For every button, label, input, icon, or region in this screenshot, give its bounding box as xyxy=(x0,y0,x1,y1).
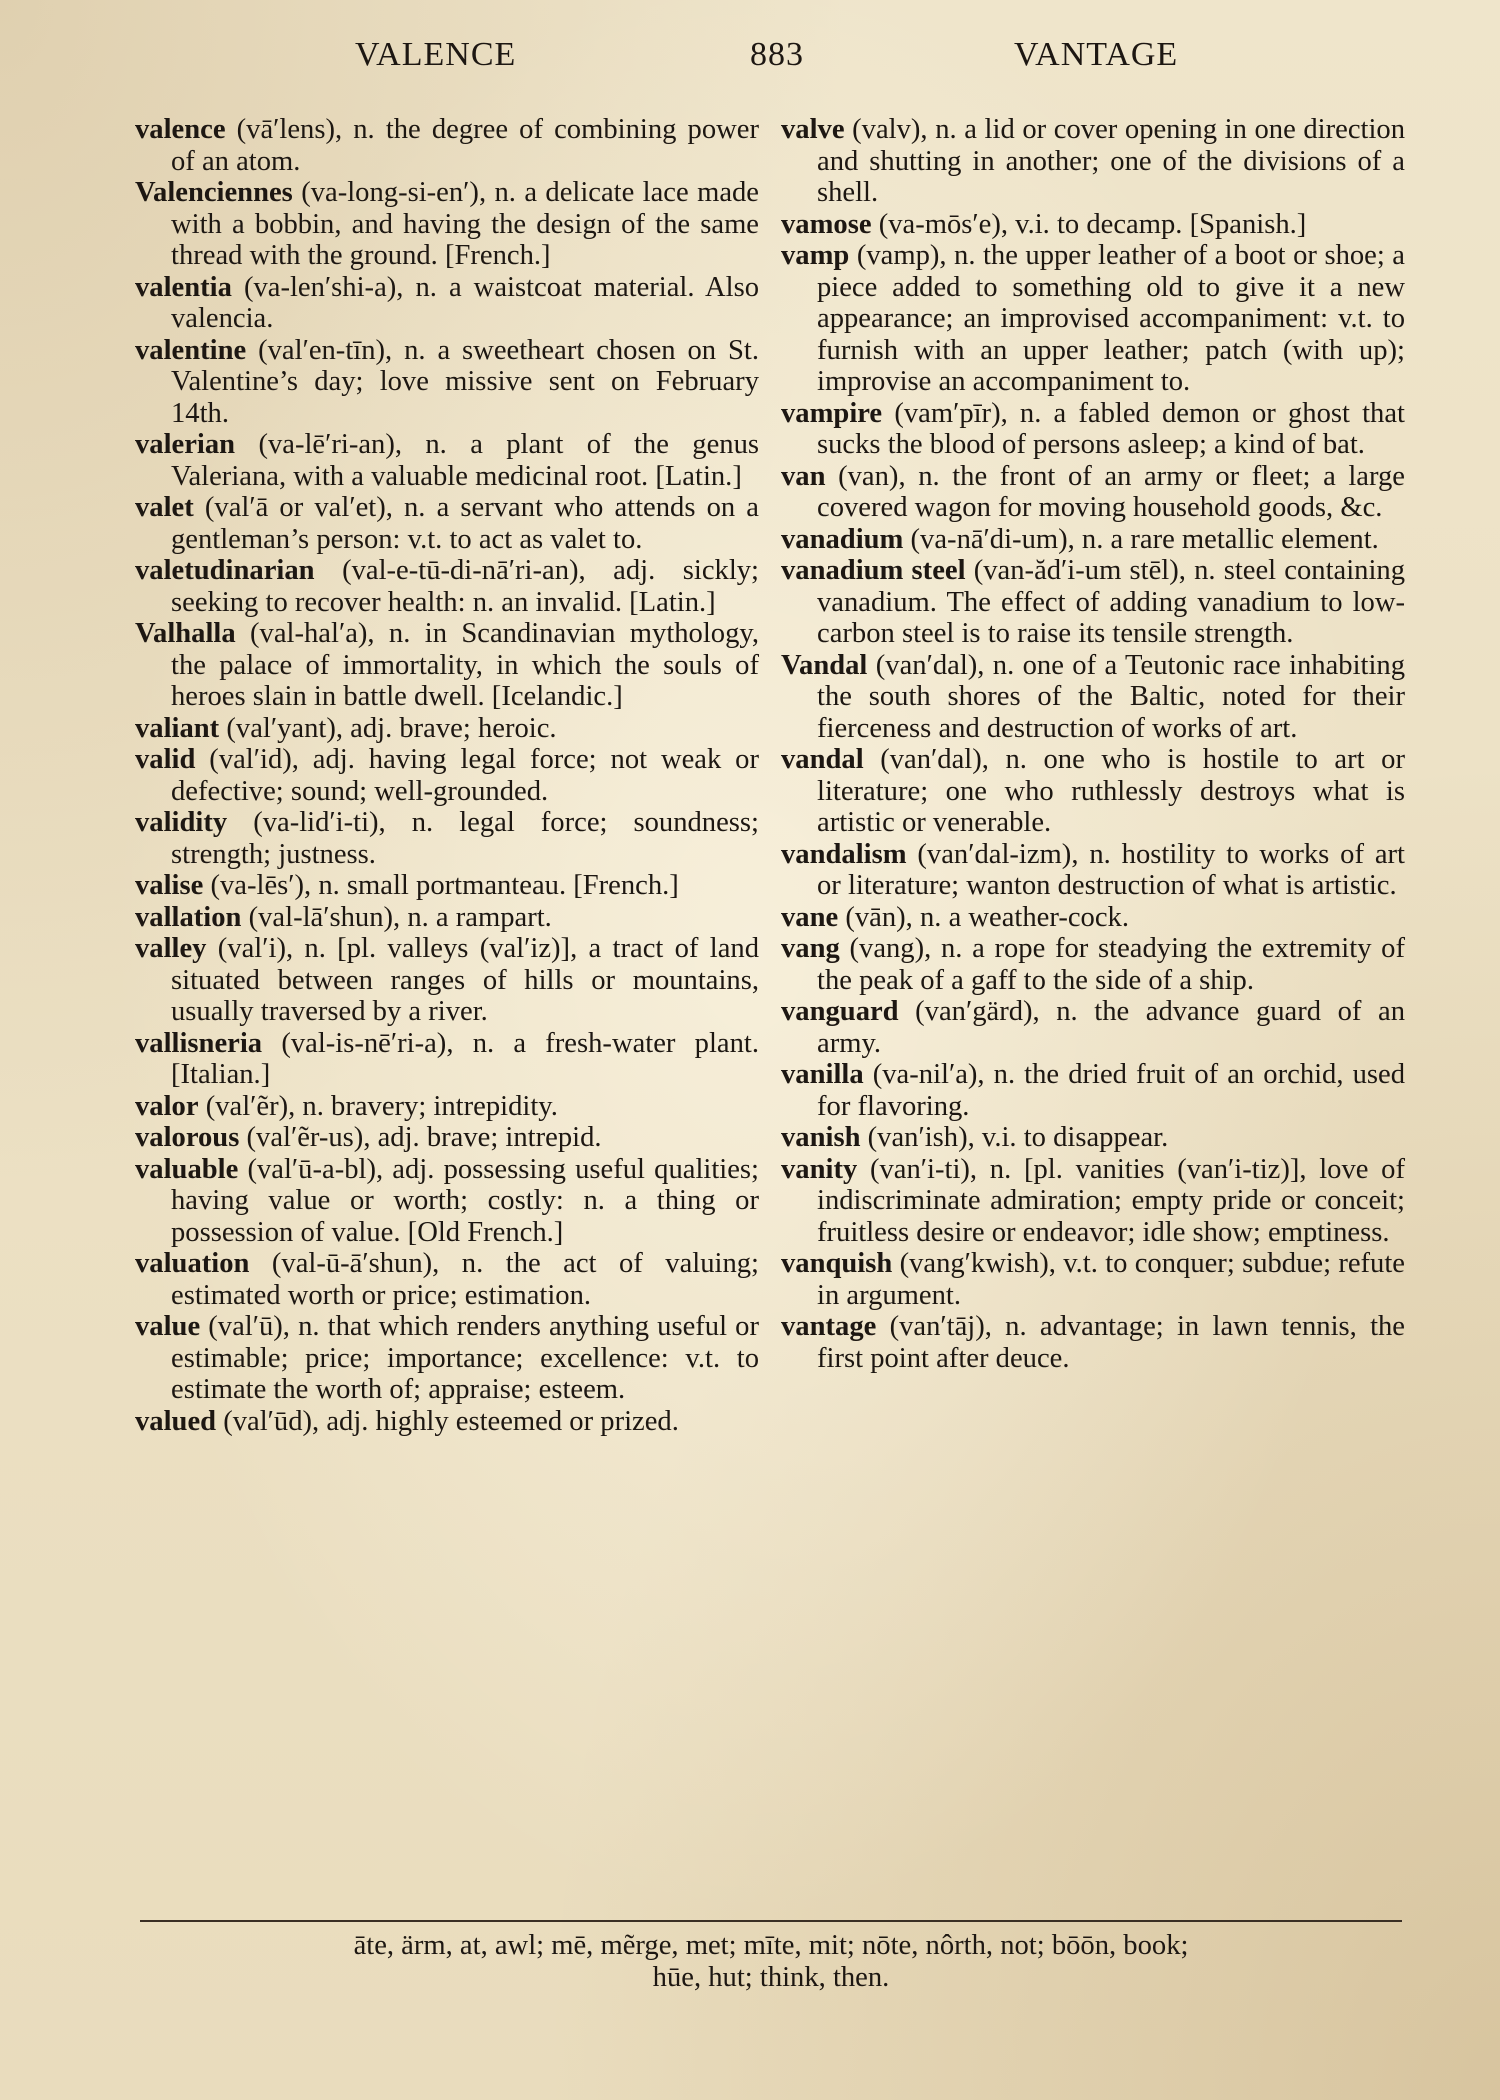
headword: valiant xyxy=(135,712,220,744)
definition: (val-lā′shun), n. a rampart. xyxy=(248,901,552,933)
definition: (va-long-si-en′), n. a delicate lace made with a bobbin, and having the design of the same thread with the ground. [French.] xyxy=(171,177,759,271)
definition: (van′ish), v.i. to disappear. xyxy=(867,1122,1169,1153)
dictionary-entry xyxy=(781,650,1405,745)
dictionary-entry xyxy=(781,744,1405,839)
dictionary-entry xyxy=(135,1311,759,1406)
running-head xyxy=(0,30,1500,80)
headword: value xyxy=(135,1311,201,1342)
definition: (va-lēs′), n. small portmanteau. [French.] xyxy=(210,870,679,901)
headword: valerian xyxy=(135,429,236,460)
definition: (val′ū), n. that which renders anything useful or estimable; price; importance; excellence: v.t. to estimate the worth of; appraise; esteem. xyxy=(171,1311,759,1405)
definition: (val′ū-a-bl), adj. possessing useful qualities; having value or worth; costly: n. a thing or possession of value. [Old French.] xyxy=(171,1153,759,1248)
definition: (val-ū-ā′shun), n. the act of valuing; estimated worth or price; estimation. xyxy=(171,1248,759,1311)
headword: valise xyxy=(135,870,204,901)
dictionary-entry xyxy=(781,461,1405,524)
definition: (valv), n. a lid or cover opening in one direction and shutting in another; one of the divisions of a shell. xyxy=(817,114,1406,208)
dictionary-entry xyxy=(135,1122,759,1154)
definition: (van), n. the front of an army or fleet; a large covered wagon for moving household goods, &c. xyxy=(817,460,1405,523)
definition: (van′gärd), n. the advance guard of an army. xyxy=(817,996,1405,1059)
definition: (val′ūd), adj. highly esteemed or prized. xyxy=(223,1405,679,1437)
headword: valuation xyxy=(135,1248,250,1279)
headword: vanguard xyxy=(781,996,899,1027)
headword: valetudinarian xyxy=(135,555,315,586)
definition: (val-e-tū-di-nā′ri-an), adj. sickly; seeking to recover health: n. an invalid. [Latin.] xyxy=(171,555,759,618)
definition: (vam′pīr), n. a fabled demon or ghost that sucks the blood of persons asleep; a kind of bat. xyxy=(817,397,1405,460)
dictionary-entry xyxy=(135,335,759,430)
definition: (van′dal), n. one of a Teutonic race inhabiting the south shores of the Baltic, noted for their fierceness and destruction of works of art. xyxy=(817,649,1405,744)
definition: (va-lid′i-ti), n. legal force; soundness; strength; justness. xyxy=(171,807,759,870)
headword: validity xyxy=(135,807,228,838)
definition: (van′i-ti), n. [pl. vanities (van′i-tiz)], love of indiscriminate admiration; empty pride or conceit; fruitless desire or endeavor; idle show; emptiness. xyxy=(817,1153,1405,1248)
definition: (val-is-nē′ri-a), n. a fresh-water plant. [Italian.] xyxy=(171,1027,759,1090)
headword: valley xyxy=(135,933,207,964)
headword: valor xyxy=(135,1090,199,1122)
headword: valid xyxy=(135,744,196,775)
dictionary-entry xyxy=(135,177,759,272)
definition: (vān), n. a weather-cock. xyxy=(845,901,1129,933)
definition: (val′i), n. [pl. valleys (val′iz)], a tract of land situated between ranges of hills or mountains, usually traversed by a river. xyxy=(171,933,759,1027)
headword: vanadium xyxy=(781,523,904,555)
headword: vallisneria xyxy=(135,1027,263,1059)
definition: (va-mōs′e), v.i. to decamp. [Spanish.] xyxy=(878,208,1307,240)
pronunciation-key-line-2: hūe, hut; think, then. xyxy=(652,1962,890,1993)
dictionary-entry xyxy=(135,744,759,807)
page-number: 883 xyxy=(750,36,804,73)
dictionary-entry xyxy=(781,1122,1405,1154)
headword: van xyxy=(781,460,826,492)
right-guide-word: VANTAGE xyxy=(1014,36,1179,73)
headword: vampire xyxy=(781,397,883,429)
right-column xyxy=(781,114,1405,1914)
dictionary-entry xyxy=(135,555,759,618)
definition: (van′tāj), n. advantage; in lawn tennis, the first point after deuce. xyxy=(817,1311,1405,1374)
headword: vanadium steel xyxy=(781,555,966,586)
headword: valued xyxy=(135,1405,217,1437)
definition: (va-lē′ri-an), n. a plant of the genus Valeriana, with a valuable medicinal root. [Latin.] xyxy=(171,429,759,492)
dictionary-entry xyxy=(135,807,759,870)
dictionary-entry xyxy=(135,1406,759,1438)
left-guide-word: VALENCE xyxy=(355,36,517,73)
dictionary-entry xyxy=(781,1059,1405,1122)
dictionary-entry xyxy=(781,996,1405,1059)
definition: (va-nil′a), n. the dried fruit of an orchid, used for flavoring. xyxy=(817,1059,1406,1122)
definition: (val′ā or val′et), n. a servant who attends on a gentleman’s person: v.t. to act as valet to. xyxy=(171,492,759,555)
definition: (va-len′shi-a), n. a waistcoat material. Also valencia. xyxy=(171,271,759,334)
entry-columns xyxy=(135,114,1405,1914)
headword: valet xyxy=(135,492,194,523)
definition: (va-nā′di-um), n. a rare metallic element. xyxy=(910,523,1379,555)
headword: Valhalla xyxy=(135,618,236,649)
dictionary-entry xyxy=(781,933,1405,996)
dictionary-entry xyxy=(135,713,759,745)
definition: (val′en-tīn), n. a sweetheart chosen on St. Valentine’s day; love missive sent on February 14th. xyxy=(171,334,759,429)
headword: vang xyxy=(781,933,840,964)
headword: vanilla xyxy=(781,1059,864,1090)
definition: (van′dal-izm), n. hostility to works of art or literature; wanton destruction of what is artistic. xyxy=(817,838,1405,901)
definition: (vamp), n. the upper leather of a boot or shoe; a piece added to something old to give it a new appearance; an improvised accompaniment: v.t. to furnish with an upper leather; patch (with up); improvise an accompaniment to. xyxy=(817,240,1405,397)
headword: valve xyxy=(781,114,845,145)
headword: Vandal xyxy=(781,649,868,681)
dictionary-entry xyxy=(781,209,1405,241)
headword: vallation xyxy=(135,901,242,933)
dictionary-entry xyxy=(781,1248,1405,1311)
left-column xyxy=(135,114,759,1914)
dictionary-entry xyxy=(135,492,759,555)
definition: (vang′kwish), v.t. to conquer; subdue; refute in argument. xyxy=(817,1248,1405,1311)
headword: valuable xyxy=(135,1153,239,1185)
headword: vanquish xyxy=(781,1248,893,1279)
definition: (vang), n. a rope for steadying the extremity of the peak of a gaff to the side of a ship. xyxy=(817,933,1406,996)
dictionary-entry xyxy=(135,1091,759,1123)
dictionary-entry xyxy=(135,933,759,1028)
dictionary-entry xyxy=(781,902,1405,934)
dictionary-entry xyxy=(781,839,1405,902)
dictionary-entry xyxy=(781,524,1405,556)
headword: vamose xyxy=(781,208,872,240)
definition: (val′ẽr), n. bravery; intrepidity. xyxy=(205,1090,558,1122)
headword: vamp xyxy=(781,240,850,271)
headword: valorous xyxy=(135,1122,240,1153)
headword: vane xyxy=(781,901,839,933)
definition: (van′dal), n. one who is hostile to art or literature; one who ruthlessly destroys what is artistic or venerable. xyxy=(817,744,1405,838)
dictionary-entry xyxy=(781,1154,1405,1249)
dictionary-entry xyxy=(135,1248,759,1311)
headword: valentia xyxy=(135,271,232,303)
dictionary-entry xyxy=(135,272,759,335)
headword: vandal xyxy=(781,744,864,775)
definition: (val′id), adj. having legal force; not weak or defective; sound; well-grounded. xyxy=(171,744,759,807)
dictionary-entry xyxy=(781,1311,1405,1374)
headword: vantage xyxy=(781,1311,877,1342)
dictionary-entry xyxy=(135,429,759,492)
headword: Valenciennes xyxy=(135,177,293,208)
dictionary-entry xyxy=(135,1154,759,1249)
definition: (vā′lens), n. the degree of combining power of an atom. xyxy=(171,114,759,177)
dictionary-entry xyxy=(135,1028,759,1091)
definition: (val-hal′a), n. in Scandinavian mythology, the palace of immortality, in which the souls of heroes slain in battle dwell. [Icelandic.] xyxy=(171,618,759,712)
headword: valentine xyxy=(135,334,247,366)
dictionary-entry xyxy=(781,240,1405,398)
headword: vandalism xyxy=(781,838,907,870)
definition: (val′ẽr-us), adj. brave; intrepid. xyxy=(246,1122,602,1153)
dictionary-entry xyxy=(135,114,759,177)
dictionary-entry xyxy=(781,114,1405,209)
headword: vanish xyxy=(781,1122,861,1153)
pronunciation-key-line-1: āte, ärm, at, awl; mē, mẽrge, met; mīte, mit; nōte, nôrth, not; bōōn, book; xyxy=(353,1930,1189,1961)
headword: vanity xyxy=(781,1153,858,1185)
pronunciation-key xyxy=(140,1930,1402,1994)
definition: (van-ăd′i-um stēl), n. steel containing vanadium. The effect of adding vanadium to low-carbon steel is to raise its tensile strength. xyxy=(817,555,1405,649)
dictionary-entry xyxy=(135,902,759,934)
dictionary-entry xyxy=(135,618,759,713)
footer-rule xyxy=(140,1920,1402,1922)
dictionary-entry xyxy=(135,870,759,902)
headword: valence xyxy=(135,114,226,145)
dictionary-entry xyxy=(781,398,1405,461)
dictionary-entry xyxy=(781,555,1405,650)
definition: (val′yant), adj. brave; heroic. xyxy=(226,712,557,744)
